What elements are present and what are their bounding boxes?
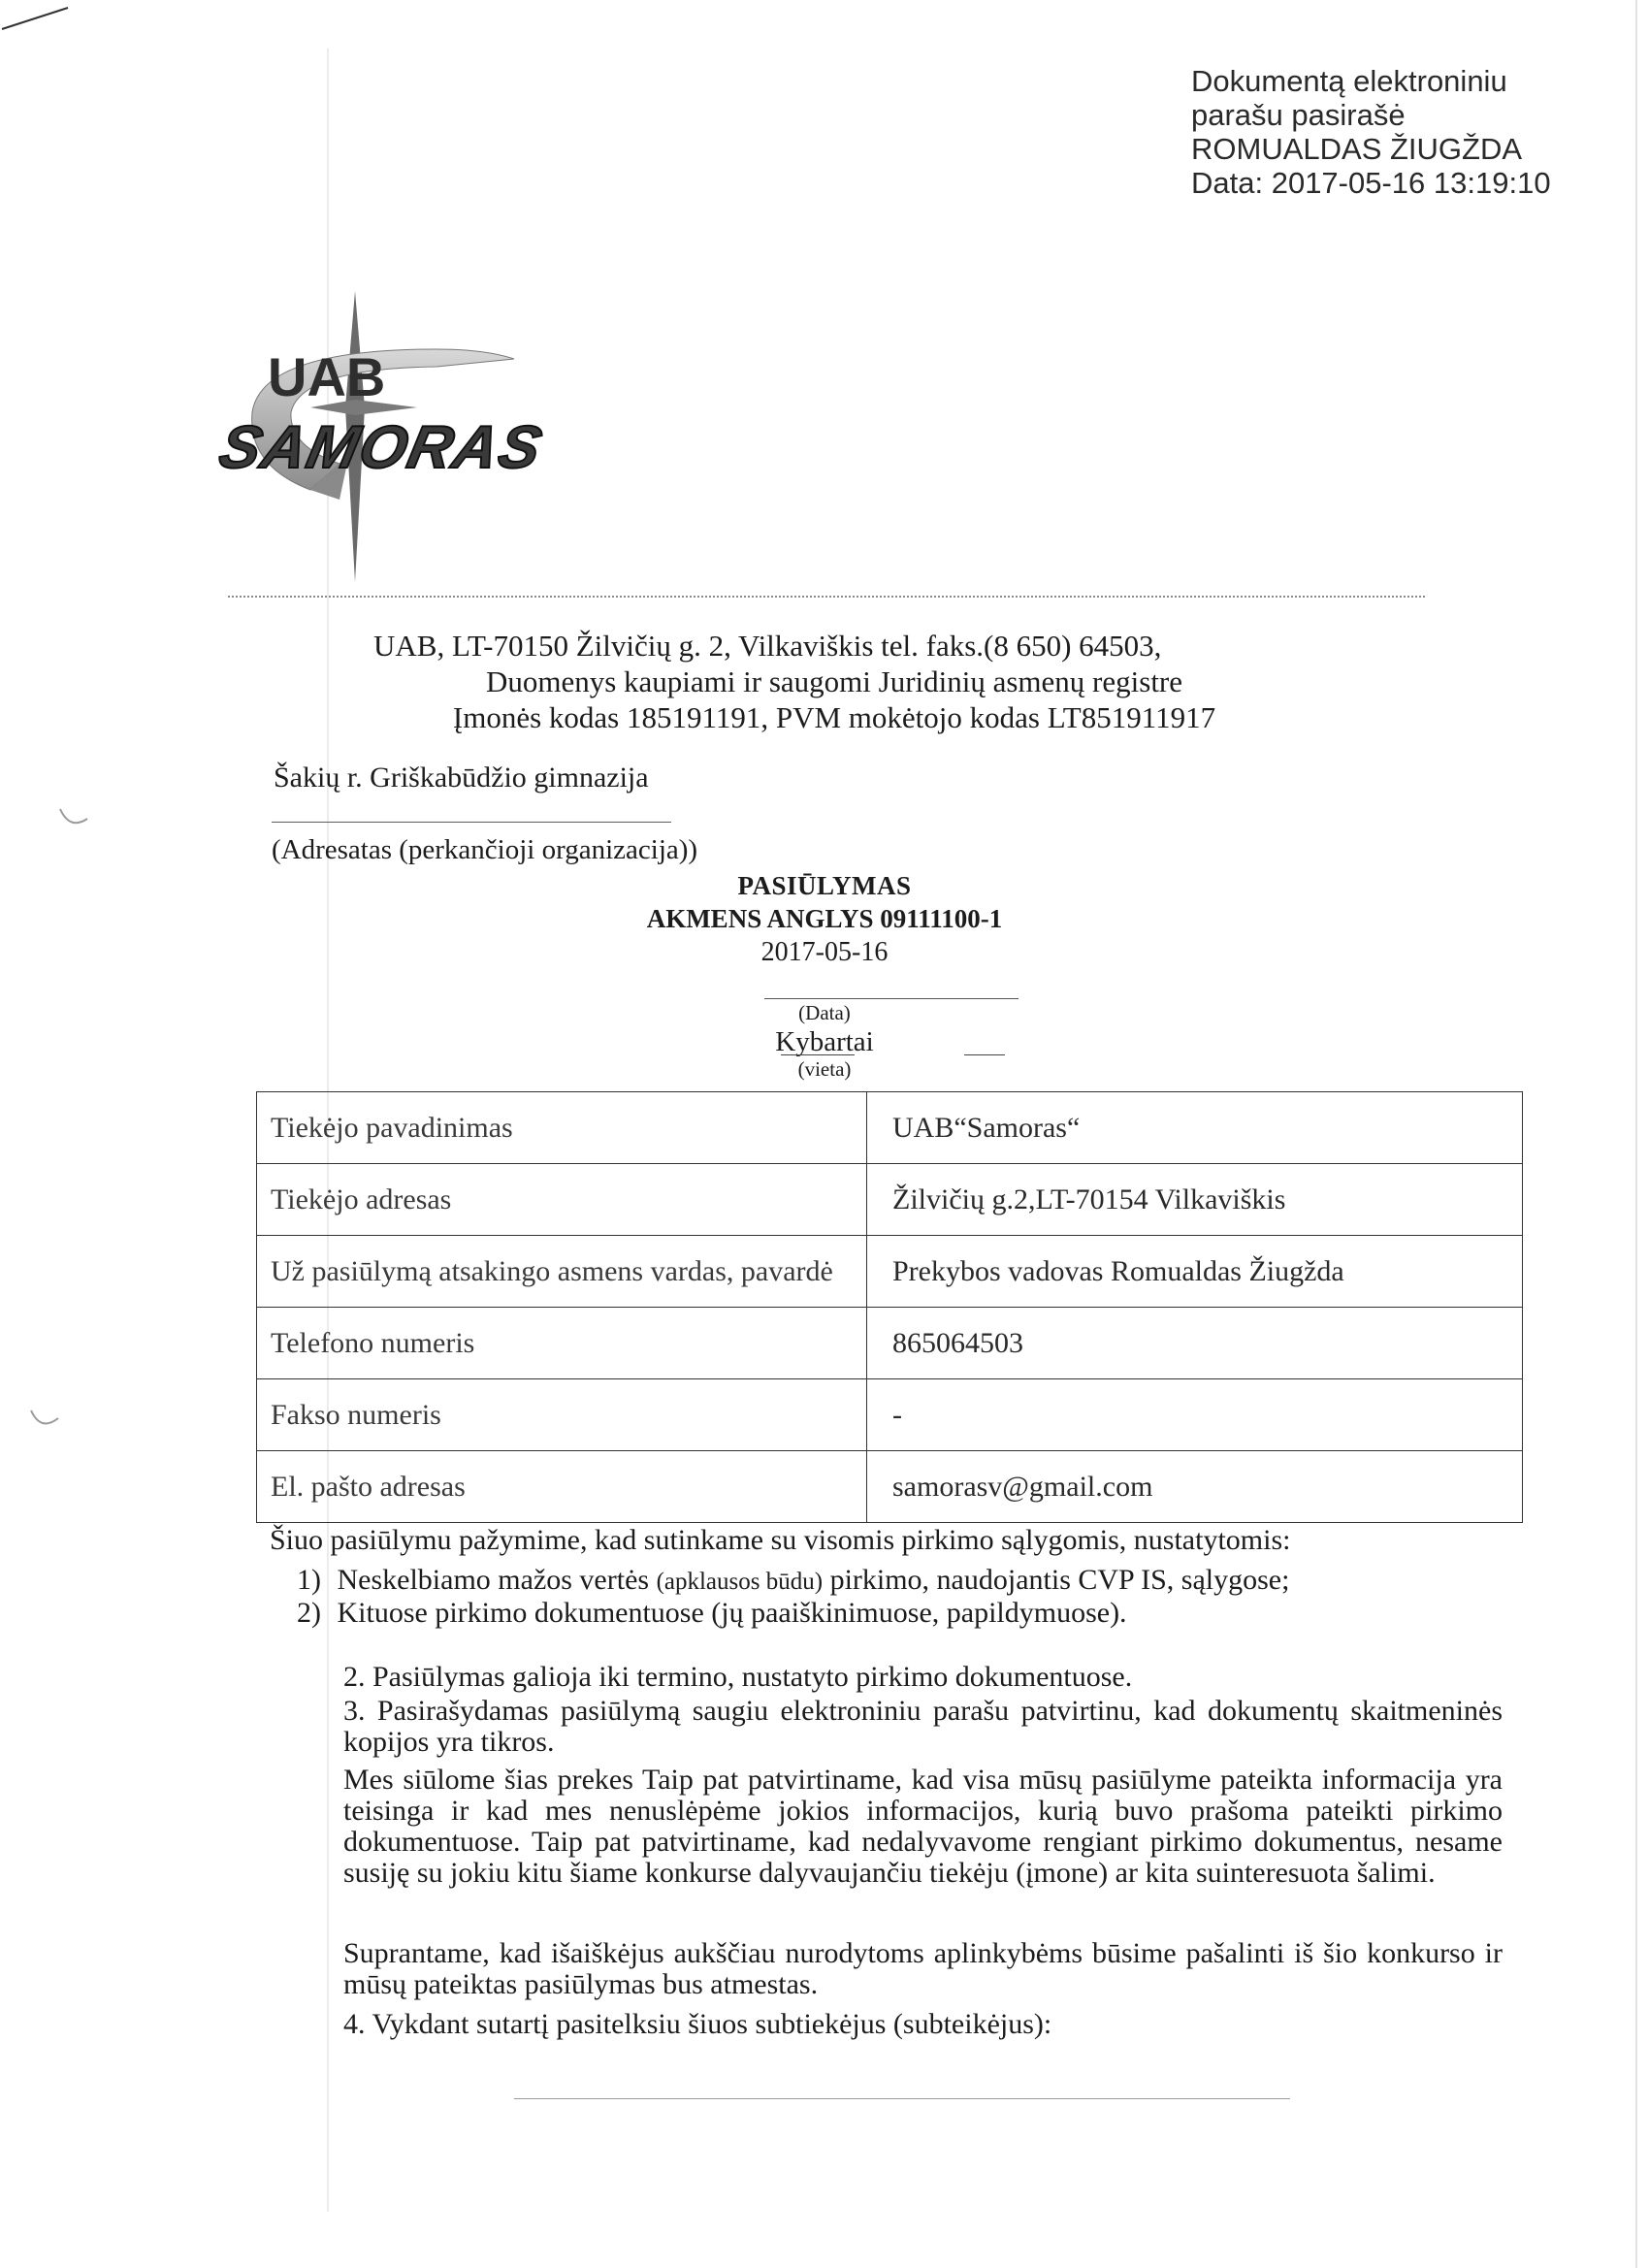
paragraph-exclusion: Suprantame, kad išaiškėjus aukščiau nurodytoms aplinkybėms būsime pašalinti iš šio konkurso ir mūsų pateiktas pasiūlymas bus atmestas. <box>343 1937 1503 2000</box>
place-underline <box>964 1054 1005 1055</box>
table-row <box>257 1379 1523 1451</box>
document-date: 2017-05-16 <box>760 937 889 967</box>
svg-text:SAMORAS: SAMORAS <box>213 413 549 481</box>
company-address: UAB, LT-70150 Žilvičių g. 2, Vilkaviškis tel. faks.(8 650) 64503, <box>373 629 1162 663</box>
header-divider <box>228 596 1425 598</box>
table-row <box>257 1236 1523 1308</box>
signature-line: Data: 2017-05-16 13:19:10 <box>1191 166 1551 200</box>
paragraph-validity: 2. Pasiūlymas galioja iki termino, nustatyto pirkimo dokumentuose. <box>343 1661 1133 1693</box>
table-row <box>257 1092 1523 1164</box>
subcontractor-line <box>514 2098 1290 2099</box>
place-underline <box>781 1054 855 1055</box>
list-text: Kituose pirkimo dokumentuose (jų paaiškinimuose, papildymuose). <box>337 1597 1127 1629</box>
table-value: - <box>867 1379 1523 1451</box>
list-text-small: (apklausos būdu) <box>656 1569 824 1595</box>
table-label: Tiekėjo pavadinimas <box>257 1092 867 1164</box>
table-label: Už pasiūlymą atsakingo asmens vardas, pavardė <box>257 1236 867 1308</box>
document-title: PASIŪLYMAS <box>737 871 912 900</box>
signature-line: ROMUALDAS ŽIUGŽDA <box>1191 132 1523 166</box>
document-place: Kybartai <box>775 1026 874 1057</box>
table-label: Tiekėjo adresas <box>257 1164 867 1236</box>
table-label: Telefono numeris <box>257 1308 867 1379</box>
company-logo <box>194 291 640 582</box>
punch-hole-mark <box>56 805 91 834</box>
table-label: Fakso numeris <box>257 1379 867 1451</box>
page-edge <box>1635 0 1637 2268</box>
signature-line: Dokumentą elektroniniu <box>1191 64 1507 98</box>
company-register-note: Duomenys kaupiami ir saugomi Juridinių asmenų registre <box>485 664 1183 698</box>
company-codes: Įmonės kodas 185191191, PVM mokėtojo kodas LT851911917 <box>452 700 1216 734</box>
e-signature-stamp <box>1191 64 1551 200</box>
list-text: pirkimo, naudojantis CVP IS, sąlygose; <box>829 1564 1290 1596</box>
place-caption: (vieta) <box>797 1057 852 1081</box>
paragraph-declaration: Mes siūlome šias prekes Taip pat patvirtiname, kad visa mūsų pasiūlyme pateikta informacija yra teisinga ir kad mes nenuslėpėme jokios informacijos, kurią buvo prašoma pateikti pirkimo dokumentuose. Taip pat patvirtiname, kad nedalyvavome rengiant pirkimo dokumentus, nesame susiję su jokiu kitu šiame konkurse dalyvaujančiu tiekėju (įmone) ar kita suinteresuota šalimi. <box>343 1764 1503 1889</box>
table-value: Žilvičių g.2,LT-70154 Vilkaviškis <box>867 1164 1523 1236</box>
scan-mark <box>0 0 78 39</box>
date-underline <box>764 998 1018 999</box>
table-row <box>257 1451 1523 1523</box>
list-text: Neskelbiamo mažos vertės <box>337 1564 650 1596</box>
list-item <box>297 1565 1509 1598</box>
list-number: 2) <box>297 1597 321 1629</box>
paragraph-signature: 3. Pasirašydamas pasiūlymą saugiu elektroniniu parašu patvirtinu, kad dokumentų skaitmeninės kopijos yra tikros. <box>343 1695 1503 1758</box>
table-value: UAB“Samoras“ <box>867 1092 1523 1164</box>
svg-text:UAB: UAB <box>268 346 386 407</box>
addressee-underline <box>272 822 671 823</box>
punch-hole-mark <box>27 1407 62 1436</box>
table-value: samorasv@gmail.com <box>867 1451 1523 1523</box>
document-subtitle: AKMENS ANGLYS 09111100-1 <box>646 904 1003 933</box>
list-item <box>297 1598 1509 1629</box>
intro-paragraph: Šiuo pasiūlymu pažymime, kad sutinkame su visomis pirkimo sąlygomis, nustatytomis: <box>270 1524 1291 1556</box>
date-caption: (Data) <box>798 1001 851 1024</box>
signature-line: parašu pasirašė <box>1191 98 1406 132</box>
table-row <box>257 1308 1523 1379</box>
table-value: 865064503 <box>867 1308 1523 1379</box>
addressee-caption: (Adresatas (perkančioji organizacija)) <box>272 834 698 865</box>
supplier-info-table <box>256 1091 1523 1523</box>
paragraph-subcontractors: 4. Vykdant sutartį pasitelksiu šiuos subtiekėjus (subteikėjus): <box>343 2008 1052 2040</box>
table-label: El. pašto adresas <box>257 1451 867 1523</box>
table-row <box>257 1164 1523 1236</box>
table-value: Prekybos vadovas Romualdas Žiugžda <box>867 1236 1523 1308</box>
list-number: 1) <box>297 1564 321 1596</box>
addressee-name: Šakių r. Griškabūdžio gimnazija <box>274 761 649 794</box>
